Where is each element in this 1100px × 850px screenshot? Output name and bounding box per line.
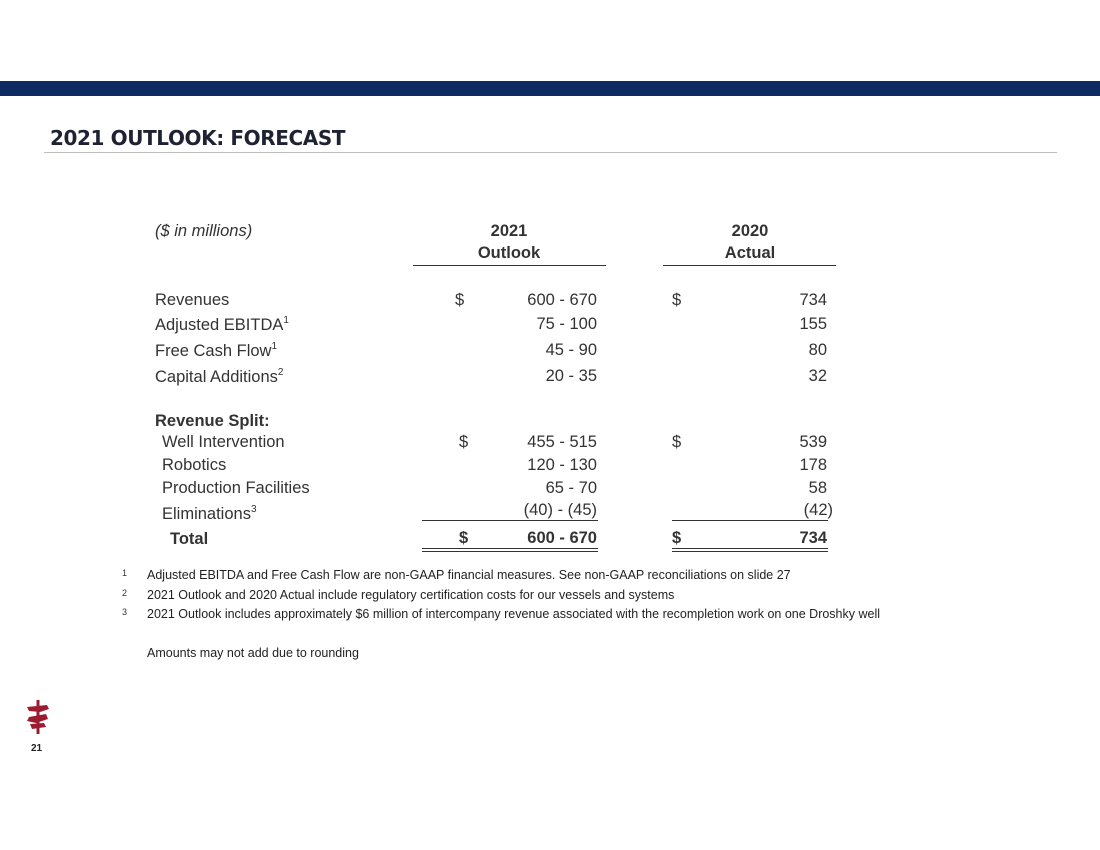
outlook-value: 600 - 670	[527, 291, 597, 309]
actual-value: (42)	[803, 501, 833, 519]
split-label-well-intervention: Well Intervention	[162, 433, 285, 451]
row-label-adjusted-ebitda: Adjusted EBITDA$^1$	[155, 315, 289, 334]
col2-year: 2020	[731, 222, 769, 240]
actual-value: 155	[799, 315, 827, 333]
actual-value: 178	[799, 456, 827, 474]
header-banner	[0, 81, 1100, 96]
outlook-value: 75 - 100	[536, 315, 597, 333]
col2-header-rule	[663, 265, 836, 266]
subtotal-rule-actual	[672, 520, 828, 521]
footnote-text: 2021 Outlook and 2020 Actual include regulatory certification costs for our vessels and systems	[147, 588, 675, 602]
subtotal-rule-outlook	[422, 520, 598, 521]
footnote-number: 1	[122, 568, 128, 578]
footnote-number: 2	[122, 588, 128, 598]
currency-symbol: $	[672, 529, 682, 547]
actual-value: 80	[808, 341, 827, 359]
currency-symbol: $	[459, 529, 469, 547]
row-label-capital-additions: Capital Additions$^2$	[155, 367, 284, 386]
outlook-value: 455 - 515	[527, 433, 597, 451]
footnote-marker: 3	[250, 504, 257, 515]
actual-value: 58	[808, 479, 827, 497]
footnote-marker: 2	[277, 367, 284, 378]
currency-symbol: $	[455, 291, 465, 309]
total-outlook-value: 600 - 670	[527, 529, 597, 547]
col2-subheader: Actual	[724, 244, 776, 262]
total-label: Total	[170, 530, 209, 548]
split-label-robotics: Robotics	[162, 456, 227, 474]
footnote-number: 3	[122, 607, 128, 617]
split-label-eliminations: Eliminations$^3$	[162, 504, 257, 523]
total-double-rule-outlook	[422, 551, 598, 552]
outlook-value: 20 - 35	[545, 367, 597, 385]
total-double-rule-actual	[672, 548, 828, 549]
col1-header-rule	[413, 265, 606, 266]
footnote-marker: 1	[271, 341, 278, 352]
units-label: ($ in millions)	[155, 222, 253, 240]
company-logo-icon	[24, 700, 52, 734]
total-double-rule-outlook	[422, 548, 598, 549]
page-number: 21	[31, 743, 43, 754]
rounding-note: Amounts may not add due to rounding	[147, 646, 359, 660]
title-divider	[44, 152, 1057, 153]
slide-title: 2021 OUTLOOK: FORECAST	[50, 126, 346, 150]
split-label-production-facilities: Production Facilities	[162, 479, 310, 497]
outlook-value: 65 - 70	[545, 479, 597, 497]
col1-year: 2021	[490, 222, 528, 240]
footnote-text: Adjusted EBITDA and Free Cash Flow are non-GAAP financial measures. See non-GAAP reconciliations on slide 27	[147, 568, 791, 582]
total-actual-value: 734	[799, 529, 827, 547]
row-label-revenues: Revenues	[155, 291, 230, 309]
currency-symbol: $	[459, 433, 469, 451]
row-label-free-cash-flow: Free Cash Flow$^1$	[155, 341, 278, 360]
footnote-marker: 1	[283, 315, 289, 326]
total-double-rule-actual	[672, 551, 828, 552]
actual-value: 734	[799, 291, 827, 309]
actual-value: 32	[808, 367, 827, 385]
revenue-split-header: Revenue Split:	[155, 412, 270, 430]
col1-subheader: Outlook	[477, 244, 541, 262]
outlook-value: 120 - 130	[527, 456, 597, 474]
outlook-value: (40) - (45)	[523, 501, 597, 519]
footnote-text: 2021 Outlook includes approximately $6 million of intercompany revenue associated with the recompletion work on one Droshky well	[147, 607, 881, 621]
currency-symbol: $	[672, 291, 682, 309]
currency-symbol: $	[672, 433, 682, 451]
actual-value: 539	[799, 433, 827, 451]
outlook-value: 45 - 90	[545, 341, 597, 359]
